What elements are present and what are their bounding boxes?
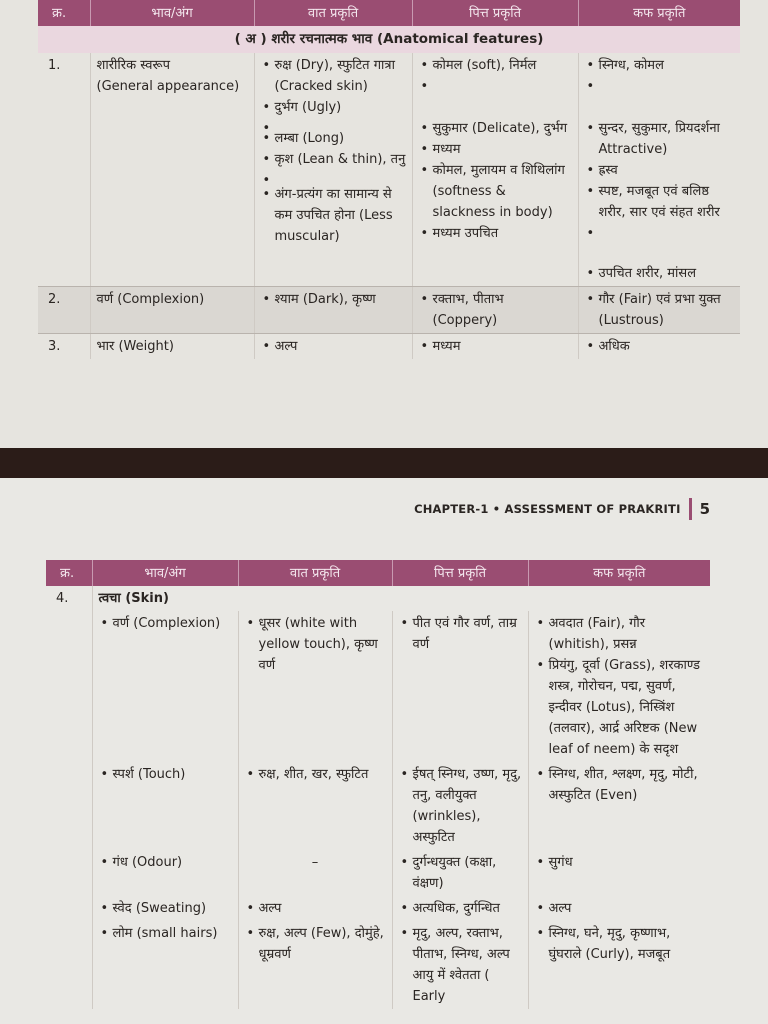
feature-name: वर्ण (Complexion): [90, 287, 254, 334]
table-row: [46, 586, 710, 611]
list-item: • रक्ताभ, पीताभ (Coppery): [433, 289, 572, 331]
chapter-title: CHAPTER-1 • ASSESSMENT OF PRAKRITI: [414, 502, 681, 516]
list-item: • लोम (small hairs): [113, 923, 232, 944]
kapha-cell: [578, 334, 740, 360]
pitta-cell: [412, 53, 578, 287]
spacer: [433, 76, 572, 118]
list-item: • स्निग्ध, घने, मृदु, कृष्णाभ, घुंघराले (Curly), मजबूत: [549, 923, 705, 965]
pitta-cell: [392, 611, 528, 762]
table-row: [46, 850, 710, 896]
list-item: • अत्यधिक, दुर्गन्धित: [413, 898, 522, 919]
pitta-cell: [392, 896, 528, 921]
list-item: • स्पष्ट, मजबूत एवं बलिष्ठ शरीर, सार एवं संहत शरीर: [599, 181, 735, 223]
pitta-cell: [412, 334, 578, 360]
feature-cell: [92, 850, 238, 896]
list-item: • मृदु, अल्प, रक्ताभ, पीताभ, स्निग्ध, अल्प आयु में श्वेतता ( Early: [413, 923, 522, 1007]
col-header-kapha: कफ प्रकृति: [528, 560, 710, 586]
list-item: • गंध (Odour): [113, 852, 232, 873]
list-item: • मध्यम उपचित: [433, 223, 572, 244]
section-title: ( अ ) शरीर रचनात्मक भाव (Anatomical features): [38, 26, 740, 53]
list-item: • सुकुमार (Delicate), दुर्भग: [433, 118, 572, 139]
feature-name: शारीरिक स्वरूप: [96, 58, 170, 73]
list-item: • ईषत् स्निग्ध, उष्ण, मृदु, तनु, वलीयुक्त (wrinkles), अस्फुटित: [413, 764, 522, 848]
book-page-top: [0, 0, 768, 448]
list-item: • स्वेद (Sweating): [113, 898, 232, 919]
col-header-number: क्र.: [46, 560, 92, 586]
list-item: • रुक्ष (Dry), स्फुटित गात्रा (Cracked skin): [275, 55, 406, 97]
spacer: [275, 170, 406, 184]
empty-cell: [46, 611, 92, 762]
col-header-vata: वात प्रकृति: [238, 560, 392, 586]
table-header-row: [38, 0, 740, 26]
kapha-cell: [528, 762, 710, 850]
col-header-vata: वात प्रकृति: [254, 0, 412, 26]
list-item: • रुक्ष, शीत, खर, स्फुटित: [259, 764, 386, 785]
page-gap: [0, 448, 768, 478]
list-item: • वर्ण (Complexion): [113, 613, 232, 634]
spacer: [275, 118, 406, 128]
vata-cell: –: [238, 850, 392, 896]
list-item: • अवदात (Fair), गौर (whitish), प्रसन्न: [549, 613, 705, 655]
list-item: • गौर (Fair) एवं प्रभा युक्त (Lustrous): [599, 289, 735, 331]
pitta-cell: [412, 287, 578, 334]
feature-cell: [90, 53, 254, 287]
vata-cell: [254, 334, 412, 360]
pitta-cell: [392, 762, 528, 850]
vata-cell: [254, 53, 412, 287]
table-row: [46, 921, 710, 1009]
page-number: 5: [699, 500, 710, 518]
kapha-cell: [578, 287, 740, 334]
spacer: [599, 76, 735, 118]
col-header-feature: भाव/अंग: [92, 560, 238, 586]
list-item: • सुगंध: [549, 852, 705, 873]
row-number: 3.: [38, 334, 90, 360]
kapha-cell: [578, 53, 740, 287]
list-item: • दुर्भग (Ugly): [275, 97, 406, 118]
pitta-cell: [392, 850, 528, 896]
col-header-pitta: पित्त प्रकृति: [412, 0, 578, 26]
list-item: • कोमल (soft), निर्मल: [433, 55, 572, 76]
kapha-cell: [528, 850, 710, 896]
list-item: • अल्प: [549, 898, 705, 919]
list-item: • श्याम (Dark), कृष्ण: [275, 289, 406, 310]
spacer: [599, 223, 735, 263]
list-item: • अधिक: [599, 336, 735, 357]
row-number: 1.: [38, 53, 90, 287]
book-page-bottom: [0, 478, 768, 1024]
pitta-cell: [392, 921, 528, 1009]
feature-name: भार (Weight): [90, 334, 254, 360]
feature-name: त्वचा (Skin): [98, 591, 169, 606]
header-divider: [689, 498, 692, 520]
vata-cell: [238, 611, 392, 762]
list-item: • धूसर (white with yellow touch), कृष्ण वर्ण: [259, 613, 386, 676]
section-title-row: [38, 26, 740, 53]
row-number: 4.: [46, 586, 92, 611]
list-item: • अल्प: [275, 336, 406, 357]
list-item: • लम्बा (Long): [275, 128, 406, 149]
list-item: • अंग-प्रत्यंग का सामान्य से कम उपचित होना (Less muscular): [275, 184, 406, 247]
list-item: • सुन्दर, सुकुमार, प्रियदर्शना Attractive): [599, 118, 735, 160]
table-row: [38, 334, 740, 360]
feature-cell: [92, 762, 238, 850]
list-item: • प्रियंगु, दूर्वा (Grass), शरकाण्ड शस्त्र, गोरोचन, पद्म, सुवर्ण, इन्दीवर (Lotus), निस्त्रिंश (तलवार), आर्द्र अरिष्टक (New leaf of neem) के सदृश: [549, 655, 705, 760]
running-header: [414, 498, 710, 520]
feature-name-en: (General appearance): [96, 79, 240, 94]
list-item: • ह्रस्व: [599, 160, 735, 181]
prakriti-table-1: [38, 0, 740, 359]
vata-cell: [254, 287, 412, 334]
list-item: • रुक्ष, अल्प (Few), दोमुंहे, धूम्रवर्ण: [259, 923, 386, 965]
list-item: • कोमल, मुलायम व शिथिलांग (softness & slackness in body): [433, 160, 572, 223]
col-header-number: क्र.: [38, 0, 90, 26]
kapha-cell: [528, 921, 710, 1009]
vata-cell: [238, 762, 392, 850]
list-item: • अल्प: [259, 898, 386, 919]
empty-cell: [46, 921, 92, 1009]
list-item: • पीत एवं गौर वर्ण, ताम्र वर्ण: [413, 613, 522, 655]
list-item: • उपचित शरीर, मांसल: [599, 263, 735, 284]
table-row: [38, 287, 740, 334]
list-item: • स्पर्श (Touch): [113, 764, 232, 785]
col-header-feature: भाव/अंग: [90, 0, 254, 26]
empty-cell: [46, 762, 92, 850]
list-item: • कृश (Lean & thin), तनु: [275, 149, 406, 170]
table-header-row: [46, 560, 710, 586]
row-number: 2.: [38, 287, 90, 334]
kapha-cell: [528, 896, 710, 921]
vata-cell: [238, 921, 392, 1009]
table-row: [46, 762, 710, 850]
list-item: • स्निग्ध, कोमल: [599, 55, 735, 76]
feature-cell: [92, 921, 238, 1009]
table-row: [38, 53, 740, 287]
col-header-pitta: पित्त प्रकृति: [392, 560, 528, 586]
list-item: • स्निग्ध, शीत, श्लक्ष्ण, मृदु, मोटी, अस्फुटित (Even): [549, 764, 705, 806]
vata-cell: [238, 896, 392, 921]
col-header-kapha: कफ प्रकृति: [578, 0, 740, 26]
empty-cell: [46, 896, 92, 921]
table-row: [46, 896, 710, 921]
feature-cell: [92, 611, 238, 762]
list-item: • दुर्गन्धयुक्त (कक्षा, वंक्षण): [413, 852, 522, 894]
list-item: • मध्यम: [433, 139, 572, 160]
list-item: • मध्यम: [433, 336, 572, 357]
feature-cell: [92, 896, 238, 921]
kapha-cell: [528, 611, 710, 762]
table-row: [46, 611, 710, 762]
empty-cell: [46, 850, 92, 896]
prakriti-table-2: [46, 560, 710, 1009]
